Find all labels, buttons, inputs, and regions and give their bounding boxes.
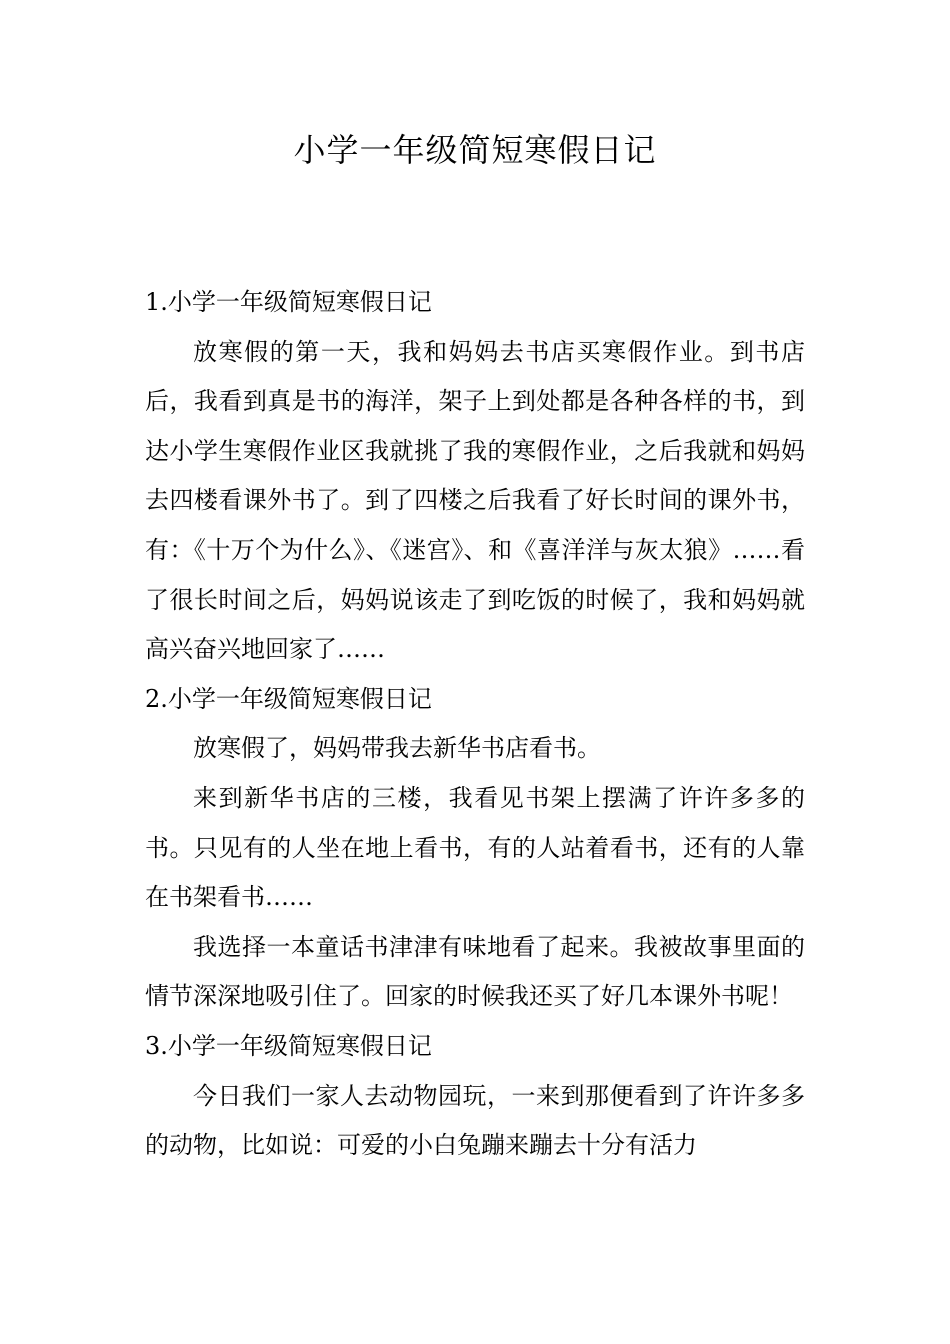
- section-1: [145, 278, 805, 675]
- section-heading: 3.小学一年级简短寒假日记: [145, 1031, 432, 1060]
- paragraph: 放寒假的第一天，我和妈妈去书店买寒假作业。到书店后，我看到真是书的海洋，架子上到处都是各种各样的书，到达小学生寒假作业区我就挑了我的寒假作业，之后我就和妈妈去四楼看课外书了。到了四楼之后我看了好长时间的课外书，有：《十万个为什么》、《迷宫》、和《喜洋洋与灰太狼》……看了很长时间之后，妈妈说该走了到吃饭的时候了，我和妈妈就高兴奋兴地回家了……: [145, 337, 805, 664]
- section-heading: 1.小学一年级简短寒假日记: [145, 288, 432, 316]
- section-3: [145, 1022, 805, 1171]
- document-title: 小学一年级简短寒假日记: [293, 131, 657, 169]
- paragraph: 今日我们一家人去动物园玩，一来到那便看到了许许多多的动物，比如说：可爱的小白兔蹦来蹦去十分有活力: [145, 1081, 805, 1160]
- paragraph: 放寒假了，妈妈带我去新华书店看书。: [193, 734, 601, 763]
- section-heading: 2.小学一年级简短寒假日记: [145, 684, 432, 713]
- document-body: [145, 278, 805, 1171]
- paragraph: 来到新华书店的三楼，我看见书架上摆满了许许多多的书。只见有的人坐在地上看书，有的人站着看书，还有的人靠在书架看书……: [145, 783, 805, 912]
- paragraph: 我选择一本童话书津津有味地看了起来。我被故事里面的情节深深地吸引住了。回家的时候我还买了好几本课外书呢！: [145, 932, 805, 1011]
- section-2: [145, 675, 805, 1022]
